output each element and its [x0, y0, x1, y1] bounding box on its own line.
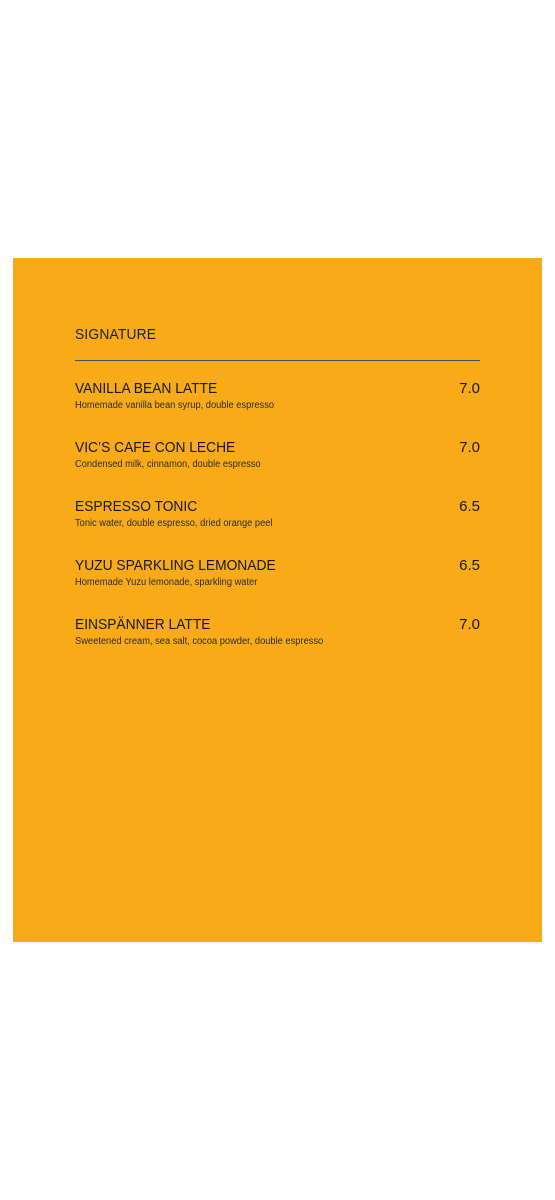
menu-item-name: EINSPÄNNER LATTE — [75, 616, 211, 633]
menu-item-name: VIC’S CAFE CON LECHE — [75, 439, 236, 456]
menu-item — [75, 498, 480, 557]
menu-item-description: Tonic water, double espresso, dried orange peel — [75, 518, 273, 529]
menu-item — [75, 439, 480, 498]
menu-item-name: VANILLA BEAN LATTE — [75, 380, 218, 397]
section-divider — [75, 360, 480, 361]
menu-item-name: ESPRESSO TONIC — [75, 498, 198, 515]
menu-item-description: Homemade Yuzu lemonade, sparkling water — [75, 577, 258, 588]
menu-item-name: YUZU SPARKLING LEMONADE — [75, 557, 276, 574]
menu-item-price: 7.0 — [459, 439, 480, 456]
menu-item — [75, 557, 480, 616]
menu-panel — [13, 258, 542, 942]
menu-item-description: Sweetened cream, sea salt, cocoa powder, double espresso — [75, 636, 324, 647]
menu-item — [75, 380, 480, 439]
menu-item-price: 6.5 — [459, 557, 480, 574]
menu-item-description: Condensed milk, cinnamon, double espresso — [75, 459, 261, 470]
menu-item-price: 6.5 — [459, 498, 480, 515]
menu-item-price: 7.0 — [459, 380, 480, 397]
section-title: SIGNATURE — [75, 326, 157, 343]
menu-item — [75, 616, 480, 675]
menu-item-list — [75, 380, 480, 675]
menu-item-price: 7.0 — [459, 616, 480, 633]
menu-item-description: Homemade vanilla bean syrup, double espresso — [75, 400, 275, 411]
